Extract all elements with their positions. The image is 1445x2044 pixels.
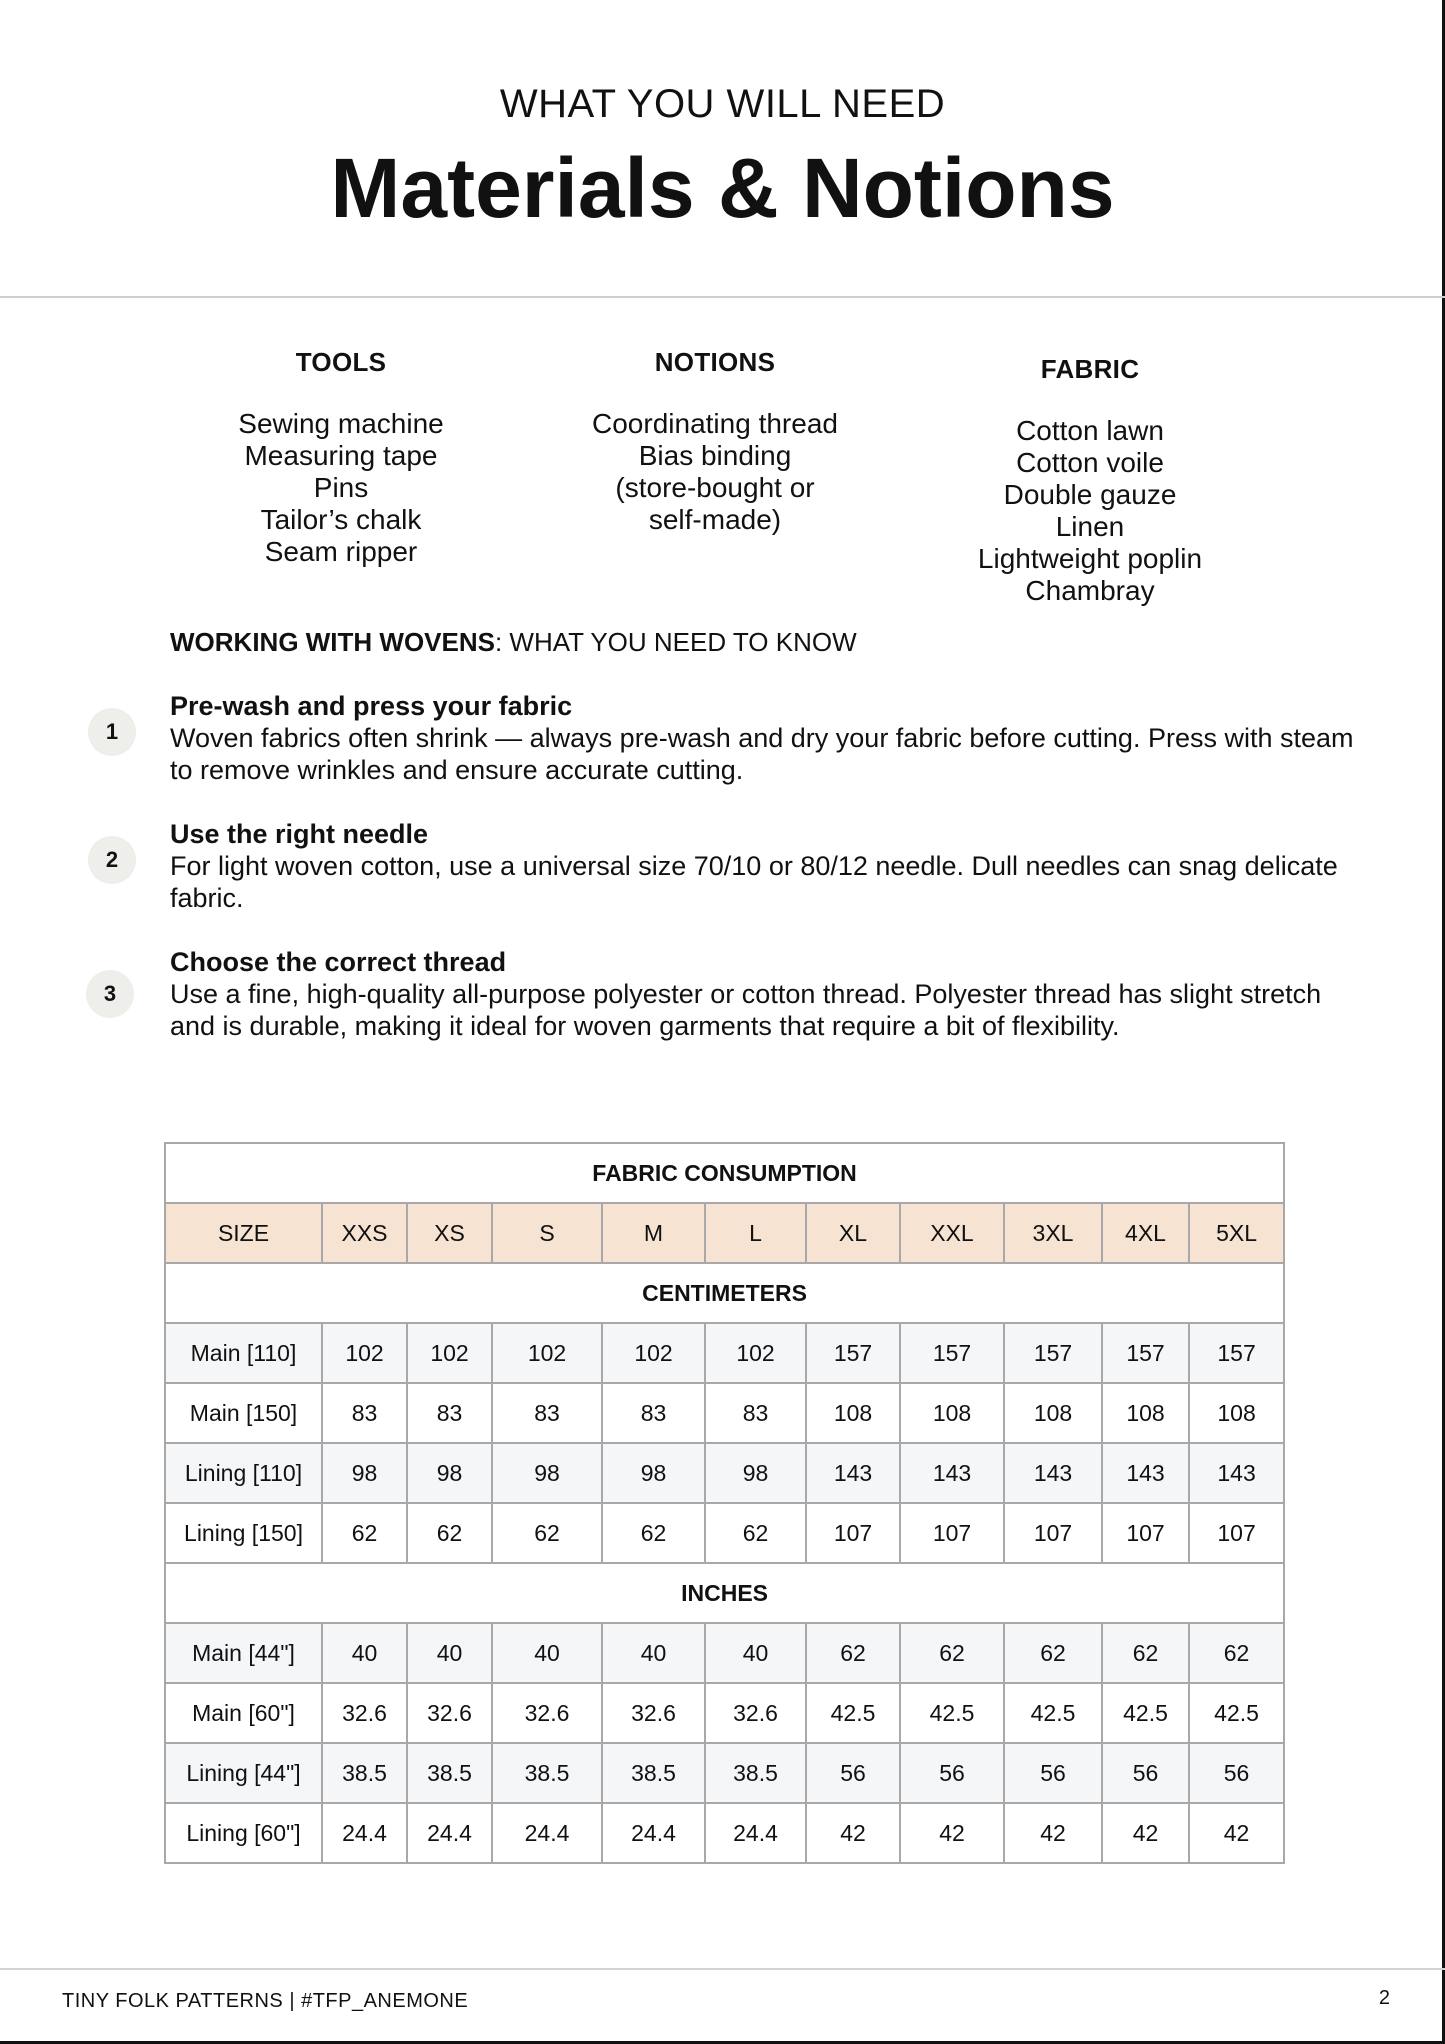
table-cell: 42 [1189, 1803, 1284, 1863]
size-label: SIZE [165, 1203, 322, 1263]
table-cell: 42.5 [1189, 1683, 1284, 1743]
table-cell: 143 [1004, 1443, 1102, 1503]
table-cell: 108 [1189, 1383, 1284, 1443]
table-cell: 42 [1102, 1803, 1189, 1863]
table-cell: 98 [602, 1443, 705, 1503]
size-header-cell: 5XL [1189, 1203, 1284, 1263]
table-cell: 62 [1102, 1623, 1189, 1683]
table-cell: 83 [602, 1383, 705, 1443]
wovens-heading-rest: : WHAT YOU NEED TO KNOW [494, 627, 857, 657]
table-cell: 98 [492, 1443, 602, 1503]
table-cell: 42.5 [1004, 1683, 1102, 1743]
table-cell: 24.4 [705, 1803, 806, 1863]
notions-item: Coordinating thread [592, 408, 838, 439]
size-header-cell: 4XL [1102, 1203, 1189, 1263]
inches-heading-row [165, 1563, 1284, 1623]
table-cell: 157 [900, 1323, 1004, 1383]
table-cell: 24.4 [322, 1803, 407, 1863]
table-cell: 102 [492, 1323, 602, 1383]
tools-item: Pins [313, 472, 369, 503]
table-cell: 143 [1189, 1443, 1284, 1503]
tip-body: Use a fine, high-quality all-purpose polyester or cotton thread. Polyester thread has slight stretch and is durable, making it ideal for woven garments that require a bit of flexibility. [170, 979, 1322, 1041]
fabric-consumption-table [164, 1142, 1285, 1864]
table-row [165, 1743, 1284, 1803]
table-row [165, 1443, 1284, 1503]
wovens-heading [170, 627, 857, 658]
notions-column [560, 346, 870, 536]
table-cell: 107 [806, 1503, 900, 1563]
table-cell: 24.4 [492, 1803, 602, 1863]
wovens-heading-bold: WORKING WITH WOVENS [170, 627, 495, 657]
table-row [165, 1323, 1284, 1383]
tip-body: Woven fabrics often shrink — always pre-wash and dry your fabric before cutting. Press with steam to remove wrinkles and ensure accurate cutting. [170, 723, 1354, 785]
size-header-cell: XS [407, 1203, 492, 1263]
table-title: FABRIC CONSUMPTION [165, 1143, 1284, 1203]
table-cell: 32.6 [322, 1683, 407, 1743]
footer-brand: TINY FOLK PATTERNS | #TFP_ANEMONE [62, 1990, 469, 2012]
table-row [165, 1503, 1284, 1563]
table-cell: 83 [407, 1383, 492, 1443]
tools-item: Measuring tape [244, 440, 438, 471]
size-header-cell: XXS [322, 1203, 407, 1263]
notions-item: (store-bought or [615, 472, 815, 503]
table-cell: 108 [1102, 1383, 1189, 1443]
table-cell: 98 [407, 1443, 492, 1503]
table-cell: 40 [407, 1623, 492, 1683]
table-cell: 40 [602, 1623, 705, 1683]
table-cell: 24.4 [407, 1803, 492, 1863]
size-header-cell: 3XL [1004, 1203, 1102, 1263]
fabric-list [940, 415, 1240, 607]
table-cell: 40 [322, 1623, 407, 1683]
table-cell: 32.6 [407, 1683, 492, 1743]
table-row [165, 1623, 1284, 1683]
table-cell: 62 [1189, 1623, 1284, 1683]
table-cell: 108 [900, 1383, 1004, 1443]
table-cell: 38.5 [492, 1743, 602, 1803]
page-kicker: WHAT YOU WILL NEED [499, 82, 946, 126]
table-cell: 102 [602, 1323, 705, 1383]
fabric-item: Cotton voile [1016, 447, 1164, 478]
table-cell: 32.6 [705, 1683, 806, 1743]
table-cell: 56 [900, 1743, 1004, 1803]
table-cell: 42 [900, 1803, 1004, 1863]
notions-item: Bias binding [638, 440, 792, 471]
row-label: Lining [110] [165, 1443, 322, 1503]
table-title-row [165, 1143, 1284, 1203]
table-cell: 38.5 [322, 1743, 407, 1803]
fabric-item: Lightweight poplin [977, 543, 1203, 574]
tip-item [170, 818, 1370, 914]
table-cell: 42 [1004, 1803, 1102, 1863]
inches-heading: INCHES [165, 1563, 1284, 1623]
table-cell: 107 [1189, 1503, 1284, 1563]
size-header-row [165, 1203, 1284, 1263]
centimeters-heading: CENTIMETERS [165, 1263, 1284, 1323]
centimeters-heading-row [165, 1263, 1284, 1323]
table-cell: 38.5 [705, 1743, 806, 1803]
table-cell: 83 [492, 1383, 602, 1443]
table-cell: 102 [705, 1323, 806, 1383]
table-cell: 62 [806, 1623, 900, 1683]
fabric-item: Cotton lawn [1016, 415, 1164, 446]
tools-list [180, 408, 502, 568]
notions-item: self-made) [648, 504, 782, 535]
tip-item [170, 690, 1370, 786]
table-cell: 24.4 [602, 1803, 705, 1863]
row-label: Lining [150] [165, 1503, 322, 1563]
fabric-item: Double gauze [1003, 479, 1177, 510]
table-row [165, 1383, 1284, 1443]
tools-item: Tailor’s chalk [260, 504, 422, 535]
table-cell: 143 [806, 1443, 900, 1503]
tip-number-badge: 1 [88, 708, 136, 756]
table-cell: 62 [492, 1503, 602, 1563]
table-cell: 102 [407, 1323, 492, 1383]
table-cell: 56 [806, 1743, 900, 1803]
tip-item [170, 946, 1370, 1042]
table-cell: 157 [1102, 1323, 1189, 1383]
table-cell: 38.5 [407, 1743, 492, 1803]
row-label: Main [150] [165, 1383, 322, 1443]
table-cell: 56 [1102, 1743, 1189, 1803]
notions-heading: NOTIONS [654, 347, 776, 377]
table-cell: 102 [322, 1323, 407, 1383]
table-cell: 42.5 [806, 1683, 900, 1743]
table-cell: 56 [1189, 1743, 1284, 1803]
table-cell: 157 [1004, 1323, 1102, 1383]
table-cell: 107 [1004, 1503, 1102, 1563]
header-divider [0, 296, 1445, 298]
table-cell: 143 [900, 1443, 1004, 1503]
page-title: Materials & Notions [330, 141, 1115, 235]
notions-list [560, 408, 870, 536]
table-cell: 107 [900, 1503, 1004, 1563]
table-cell: 62 [1004, 1623, 1102, 1683]
table-cell: 40 [705, 1623, 806, 1683]
size-header-cell: XL [806, 1203, 900, 1263]
page-number: 2 [1378, 1987, 1390, 2009]
tip-title: Pre-wash and press your fabric [170, 691, 573, 721]
row-label: Lining [44"] [165, 1743, 322, 1803]
fabric-heading: FABRIC [1040, 354, 1140, 384]
size-header-cell: XXL [900, 1203, 1004, 1263]
table-cell: 83 [322, 1383, 407, 1443]
table-cell: 108 [1004, 1383, 1102, 1443]
tip-number-badge: 3 [86, 970, 134, 1018]
tip-body: For light woven cotton, use a universal size 70/10 or 80/12 needle. Dull needles can snag delicate fabric. [170, 851, 1338, 913]
table-cell: 98 [322, 1443, 407, 1503]
table-cell: 107 [1102, 1503, 1189, 1563]
table-cell: 98 [705, 1443, 806, 1503]
tools-column [180, 346, 502, 568]
fabric-column [940, 353, 1240, 607]
fabric-item: Chambray [1025, 575, 1155, 606]
table-cell: 42.5 [900, 1683, 1004, 1743]
table-cell: 62 [602, 1503, 705, 1563]
table-cell: 56 [1004, 1743, 1102, 1803]
table-cell: 157 [806, 1323, 900, 1383]
tools-item: Seam ripper [264, 536, 418, 567]
table-cell: 42.5 [1102, 1683, 1189, 1743]
table-cell: 62 [322, 1503, 407, 1563]
table-cell: 62 [705, 1503, 806, 1563]
table-cell: 40 [492, 1623, 602, 1683]
table-cell: 62 [407, 1503, 492, 1563]
size-header-cell: M [602, 1203, 705, 1263]
table-cell: 108 [806, 1383, 900, 1443]
tip-title: Use the right needle [170, 819, 429, 849]
row-label: Main [60"] [165, 1683, 322, 1743]
fabric-item: Linen [1055, 511, 1125, 542]
row-label: Main [110] [165, 1323, 322, 1383]
table-cell: 157 [1189, 1323, 1284, 1383]
row-label: Lining [60"] [165, 1803, 322, 1863]
tip-title: Choose the correct thread [170, 947, 507, 977]
footer-divider [0, 1968, 1445, 1970]
table-cell: 143 [1102, 1443, 1189, 1503]
table-row [165, 1683, 1284, 1743]
table-cell: 42 [806, 1803, 900, 1863]
table-cell: 32.6 [602, 1683, 705, 1743]
table-cell: 38.5 [602, 1743, 705, 1803]
tip-number-badge: 2 [88, 836, 136, 884]
tools-item: Sewing machine [238, 408, 444, 439]
table-row [165, 1803, 1284, 1863]
table-cell: 32.6 [492, 1683, 602, 1743]
row-label: Main [44"] [165, 1623, 322, 1683]
table-cell: 62 [900, 1623, 1004, 1683]
table-cell: 83 [705, 1383, 806, 1443]
size-header-cell: S [492, 1203, 602, 1263]
tools-heading: TOOLS [295, 347, 387, 377]
size-header-cell: L [705, 1203, 806, 1263]
